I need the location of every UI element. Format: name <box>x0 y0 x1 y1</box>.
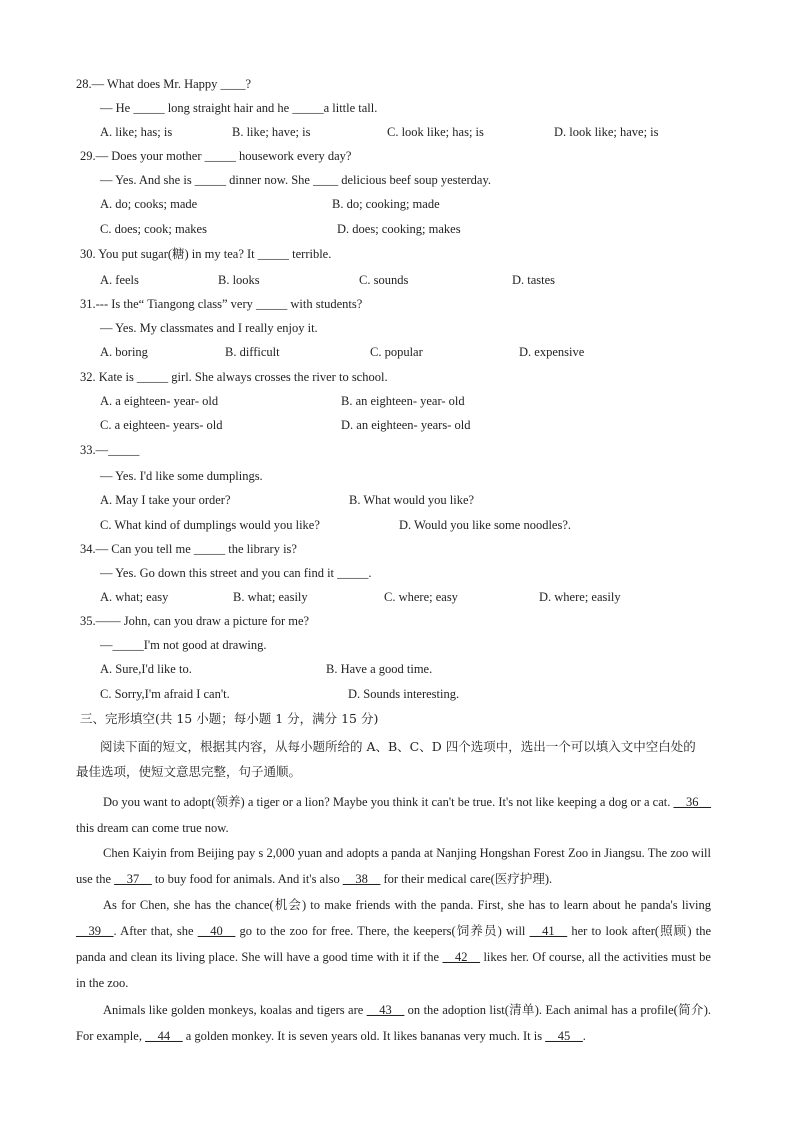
question-35-option-b: B. Have a good time. <box>326 662 433 676</box>
question-31-stem: 31.--- Is the“ Tiangong class” very _____ with students? <box>80 297 363 311</box>
passage-text: Animals like golden monkeys, koalas and tigers are <box>103 1003 367 1017</box>
blank-41: __41__ <box>529 924 568 938</box>
blank-42: __42__ <box>442 950 481 964</box>
question-31-option-d: D. expensive <box>519 345 585 359</box>
question-28-line: — He _____ long straight hair and he _____a little tall. <box>100 101 378 115</box>
question-32-option-d: D. an eighteen- years- old <box>341 418 471 432</box>
passage-text: . <box>582 1029 586 1043</box>
question-35-option-c: C. Sorry,I'm afraid I can't. <box>100 687 230 701</box>
question-31-option-b: B. difficult <box>225 345 280 359</box>
question-33-option-d: D. Would you like some noodles?. <box>399 518 572 532</box>
passage-text: this dream can come true now. <box>76 821 229 835</box>
blank-43: __43__ <box>366 1003 405 1017</box>
question-30-option-d: D. tastes <box>512 273 556 287</box>
question-33-line: — Yes. I'd like some dumplings. <box>100 469 263 483</box>
question-31-line: — Yes. My classmates and I really enjoy it. <box>100 321 318 335</box>
question-30-option-a: A. feels <box>100 273 139 287</box>
question-33-option-c: C. What kind of dumplings would you like? <box>100 518 320 532</box>
section-3-instruction: 阅读下面的短文，根据其内容，从每小题所给的 A、B、C、D 四个选项中，选出一个可以填入文中空白处的最佳选项，使短文意思完整，句子通顺。 <box>76 739 696 779</box>
blank-36: __36__ <box>673 795 711 809</box>
question-29-option-a: A. do; cooks; made <box>100 197 198 211</box>
question-34-option-b: B. what; easily <box>233 590 308 604</box>
passage-text: on the adoption list(清单). Each animal has a profile(简介). For example, <box>76 1003 711 1043</box>
question-28-option-d: D. look like; have; is <box>554 125 659 139</box>
question-29-stem: 29.— Does your mother _____ housework every day? <box>80 149 352 163</box>
question-29-option-b: B. do; cooking; made <box>332 197 440 211</box>
question-31-option-c: C. popular <box>370 345 423 359</box>
question-29-option-c: C. does; cook; makes <box>100 222 207 236</box>
passage-text: a golden monkey. It is seven years old. It likes bananas very much. It is <box>182 1029 546 1043</box>
question-28-option-c: C. look like; has; is <box>387 125 484 139</box>
question-33-option-a: A. May I take your order? <box>100 493 231 507</box>
question-28-option-b: B. like; have; is <box>232 125 311 139</box>
question-35-option-d: D. Sounds interesting. <box>348 687 460 701</box>
question-29-line: — Yes. And she is _____ dinner now. She ____ delicious beef soup yesterday. <box>100 173 492 187</box>
section-3-title: 三、完形填空(共 15 小题；每小题 1 分，满分 15 分) <box>80 711 379 726</box>
question-34-option-a: A. what; easy <box>100 590 169 604</box>
question-31-option-a: A. boring <box>100 345 148 359</box>
passage-text: for their medical care(医疗护理). <box>380 872 553 886</box>
passage-paragraph-2 <box>76 840 711 892</box>
question-28-option-a: A. like; has; is <box>100 125 173 139</box>
question-30-stem: 30. You put sugar(糖) in my tea? It _____ terrible. <box>80 247 332 261</box>
question-34-stem: 34.— Can you tell me _____ the library is? <box>80 542 297 556</box>
blank-39: __39__ <box>76 924 114 938</box>
question-35-stem: 35.—— John, can you draw a picture for me? <box>80 614 310 628</box>
passage-text: go to the zoo for free. There, the keepers(饲养员) will <box>235 924 530 938</box>
question-32-option-a: A. a eighteen- year- old <box>100 394 219 408</box>
passage-text: Do you want to adopt(领养) a tiger or a lion? Maybe you think it can't be true. It's not like keeping a dog or a cat. <box>103 795 674 809</box>
passage-text: to buy food for animals. And it's also <box>151 872 343 886</box>
passage-paragraph-1 <box>76 789 711 841</box>
question-30-option-b: B. looks <box>218 273 260 287</box>
question-28-stem: 28.— What does Mr. Happy ____? <box>76 77 252 91</box>
question-34-line: — Yes. Go down this street and you can find it _____. <box>100 566 372 580</box>
question-32-option-b: B. an eighteen- year- old <box>341 394 465 408</box>
question-29-option-d: D. does; cooking; makes <box>337 222 461 236</box>
passage-paragraph-3 <box>76 892 711 996</box>
passage-paragraph-4 <box>76 997 711 1049</box>
question-33-stem: 33.—_____ <box>80 443 140 457</box>
question-30-option-c: C. sounds <box>359 273 409 287</box>
question-35-line: —_____I'm not good at drawing. <box>100 638 267 652</box>
blank-45: __45__ <box>545 1029 583 1043</box>
question-34-option-c: C. where; easy <box>384 590 458 604</box>
question-33-option-b: B. What would you like? <box>349 493 475 507</box>
blank-37: __37__ <box>114 872 152 886</box>
question-34-option-d: D. where; easily <box>539 590 621 604</box>
passage-text: likes her. Of course, all the activities must be in the zoo. <box>76 950 711 990</box>
passage-text: Chen Kaiyin from Beijing pay s 2,000 yuan and adopts a panda at Nanjing Hongshan Forest Zoo in Jiangsu. The zoo will use the <box>76 846 711 886</box>
question-32-stem: 32. Kate is _____ girl. She always crosses the river to school. <box>80 370 388 384</box>
passage-text: . After that, she <box>113 924 198 938</box>
blank-40: __40__ <box>197 924 236 938</box>
question-32-option-c: C. a eighteen- years- old <box>100 418 223 432</box>
passage-text: As for Chen, she has the chance(机会) to make friends with the panda. First, she has to learn about he panda's living <box>103 898 711 912</box>
blank-44: __44__ <box>145 1029 183 1043</box>
blank-38: __38__ <box>342 872 381 886</box>
question-35-option-a: A. Sure,I'd like to. <box>100 662 192 676</box>
passage-text: her to look after(照顾) the panda and clean its living place. She will have a good time with it if the <box>76 924 712 964</box>
